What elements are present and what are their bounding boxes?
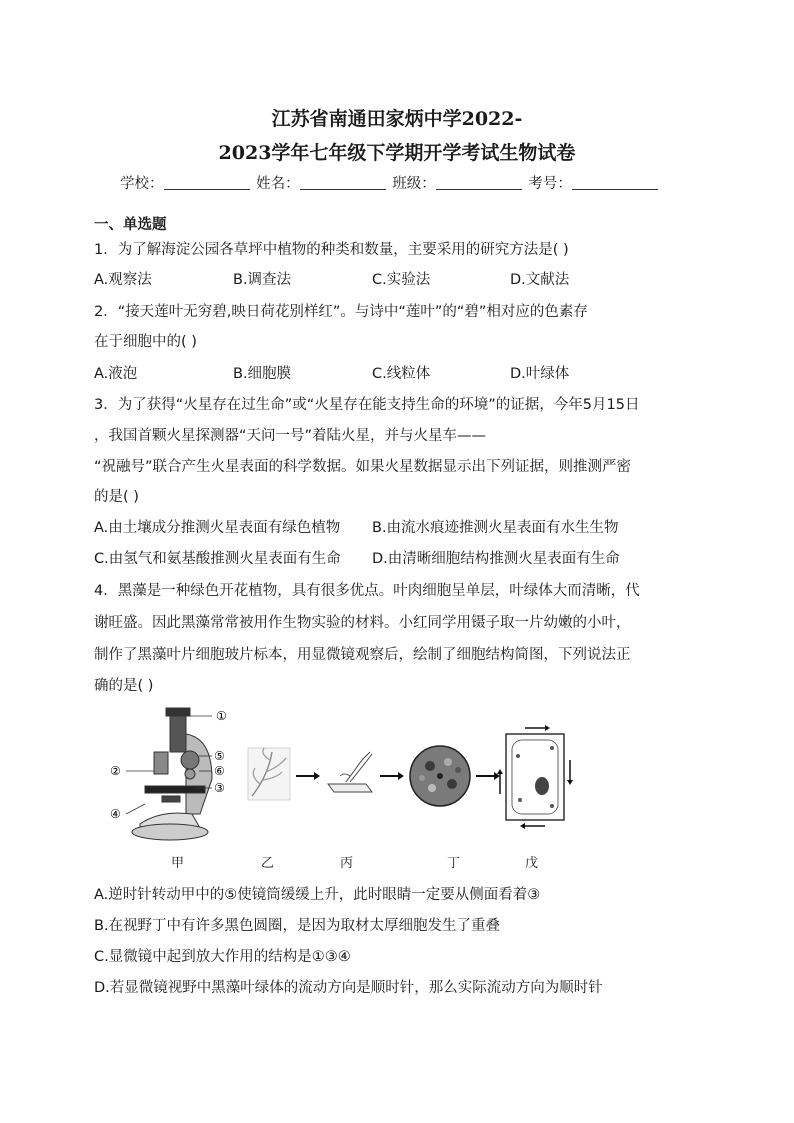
q3-option-a: A.由土壤成分推测火星表面有绿色植物 xyxy=(94,520,341,536)
name-label: 姓名： xyxy=(256,176,300,192)
question-2-text-line2: 在于细胞中的( ) xyxy=(94,334,197,350)
q4-option-c: C.显微镜中起到放大作用的结构是①③④ xyxy=(94,949,351,965)
name-blank xyxy=(300,175,386,190)
microscope-illustration xyxy=(126,708,212,840)
microscope-experiment-figure xyxy=(100,704,600,874)
section-heading: 一、单选题 xyxy=(94,217,167,233)
q3-option-b: B.由流水痕迹推测火星表面有水生生物 xyxy=(372,520,619,536)
class-blank xyxy=(436,175,522,190)
question-4-text-line1: 4．黑藻是一种绿色开花植物，具有很多优点。叶肉细胞呈单层，叶绿体大而清晰，代 xyxy=(94,583,640,599)
question-3-text-line3: “祝融号”联合产生火星表面的科学数据。如果火星数据显示出下列证据，则推测严密 xyxy=(94,459,632,475)
question-3-text-line2: ，我国首颗火星探测器“天问一号”着陆火星，并与火星车—— xyxy=(94,428,487,444)
q2-option-d: D.叶绿体 xyxy=(510,366,570,382)
q2-option-a: A.液泡 xyxy=(94,366,138,382)
panel-label-ding: 丁 xyxy=(447,856,461,871)
q3-option-c: C.由氢气和氨基酸推测火星表面有生命 xyxy=(94,551,341,567)
question-3-text-line1: 3．为了获得“火星存在过生命”或“火星存在能支持生命的环境”的证据，今年5月15日 xyxy=(94,397,640,413)
callout-6: ⑥ xyxy=(214,764,225,778)
q4-option-b: B.在视野丁中有许多黑色圆圈，是因为取材太厚细胞发生了重叠 xyxy=(94,918,501,934)
panel-label-bing: 丙 xyxy=(340,856,354,871)
q4-option-d: D.若显微镜视野中黑藻叶绿体的流动方向是顺时针，那么实际流动方向为顺时针 xyxy=(94,980,603,996)
leaf-sprig-illustration xyxy=(248,748,290,800)
exam-title-line2: 2023学年七年级下学期开学考试生物试卷 xyxy=(218,142,576,164)
question-4-text-line3: 制作了黑藻叶片细胞玻片标本，用显微镜观察后，绘制了细胞结构简图，下列说法正 xyxy=(94,647,631,663)
panel-label-yi: 乙 xyxy=(261,856,275,871)
arrow-1-head-icon xyxy=(314,772,320,780)
q3-option-d: D.由清晰细胞结构推测火星表面有生命 xyxy=(372,551,620,567)
class-label: 班级： xyxy=(392,176,436,192)
callout-2: ② xyxy=(110,764,121,778)
question-4-text-line4: 确的是( ) xyxy=(94,678,154,694)
exam-number-label: 考号： xyxy=(528,176,572,192)
field-of-view-illustration xyxy=(410,746,470,806)
exam-title-line1: 江苏省南通田家炳中学2022- xyxy=(271,108,523,130)
q1-option-d: D.文献法 xyxy=(510,272,570,288)
student-info-fields xyxy=(120,172,660,193)
q2-option-b: B.细胞膜 xyxy=(233,366,292,382)
school-label: 学校： xyxy=(120,176,164,192)
question-4-text-line2: 谢旺盛。因此黑藻常常被用作生物实验的材料。小红同学用镊子取一片幼嫩的小叶， xyxy=(94,615,631,631)
arrow-2-head-icon xyxy=(398,772,404,780)
plant-cell-diagram xyxy=(497,725,573,829)
q2-option-c: C.线粒体 xyxy=(372,366,431,382)
school-blank xyxy=(164,175,250,190)
q1-option-b: B.调查法 xyxy=(233,272,292,288)
exam-number-blank xyxy=(572,175,658,190)
callout-4: ④ xyxy=(110,807,121,821)
callout-5: ⑤ xyxy=(214,749,225,763)
panel-label-jia: 甲 xyxy=(171,856,185,871)
slide-preparation-illustration xyxy=(328,752,372,792)
callout-3: ③ xyxy=(214,781,225,795)
callout-1: ① xyxy=(216,709,227,723)
q4-option-a: A.逆时针转动甲中的⑤使镜筒缓缓上升，此时眼睛一定要从侧面看着③ xyxy=(94,887,541,903)
question-3-text-line4: 的是( ) xyxy=(94,489,139,505)
question-1-text: 1．为了解海淀公园各草坪中植物的种类和数量，主要采用的研究方法是( ) xyxy=(94,242,569,258)
question-2-text-line1: 2．“接天莲叶无穷碧,映日荷花别样红”。与诗中“莲叶”的“碧”相对应的色素存 xyxy=(94,304,588,320)
q1-option-c: C.实验法 xyxy=(372,272,431,288)
q1-option-a: A.观察法 xyxy=(94,272,152,288)
panel-label-wu: 戊 xyxy=(525,856,539,871)
